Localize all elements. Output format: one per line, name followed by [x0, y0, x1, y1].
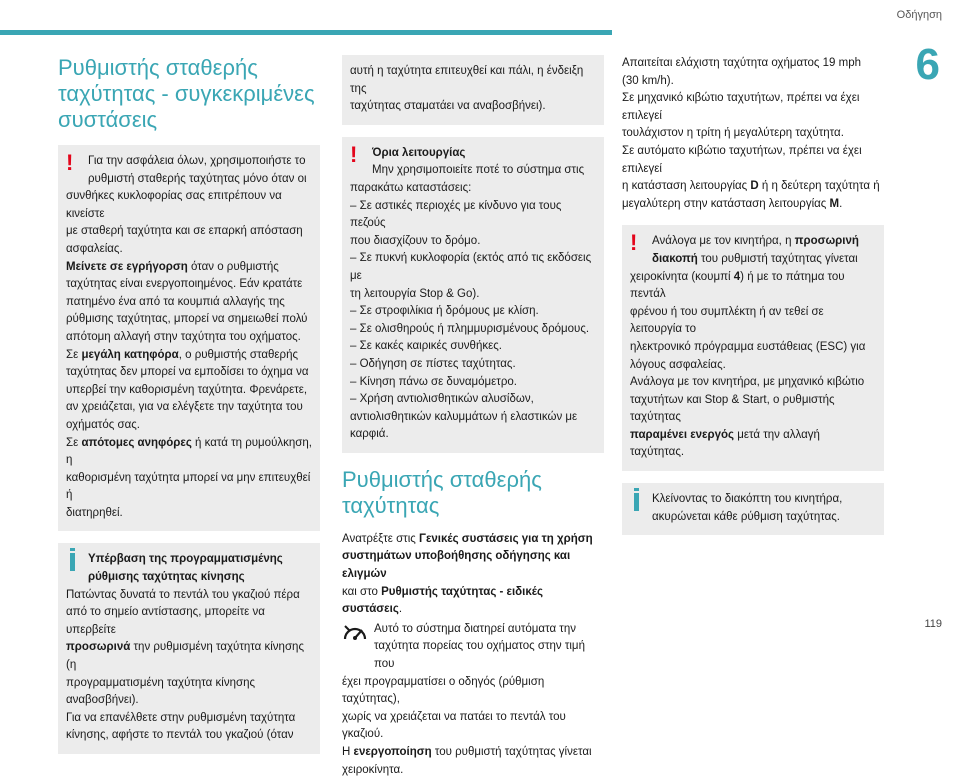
text-line: ασφαλείας. [66, 242, 123, 255]
text-line: κίνησης, αφήστε το πεντάλ του γκαζιού (όταν [66, 729, 294, 742]
list-item: αντιολισθητικών καλυμμάτων ή ελαστικών με [350, 410, 578, 423]
text-line: με σταθερή ταχύτητα και σε επαρκή απόσταση [66, 225, 303, 238]
text-line: διατηρηθεί. [66, 506, 123, 519]
text-line: τουλάχιστον η τρίτη ή μεγαλύτερη ταχύτητα. [622, 127, 844, 140]
column-2 [342, 55, 604, 779]
text-line: ηλεκτρονικό πρόγραμμα ευστάθειας (ESC) για [630, 340, 866, 353]
text-line: παρακάτω καταστάσεις: [350, 181, 472, 194]
limits-heading: Όρια λειτουργίας [372, 146, 466, 159]
text-line: ακυρώνεται κάθε ρύθμιση ταχύτητας. [652, 510, 840, 523]
text-line: Ανάλογα με τον κινητήρα, με μηχανικό κιβώτιο [630, 376, 865, 389]
text-line: χωρίς να χρειάζεται να πατάει το πεντάλ του γκαζιού. [342, 710, 566, 741]
running-header: Οδήγηση [896, 9, 942, 21]
list-item: – Σε στροφιλίκια ή δρόμους με κλίση. [350, 305, 539, 318]
text-line: Σε αυτόματο κιβώτιο ταχυτήτων, πρέπει να έχει επιλεγεί [622, 144, 862, 175]
list-item: – Κίνηση πάνω σε δυναμόμετρο. [350, 375, 517, 388]
text-line: Αυτό το σύστημα διατηρεί αυτόματα την [374, 622, 576, 635]
warning-box-operating-limits [342, 137, 604, 453]
cruise-control-gauge-icon [342, 623, 368, 674]
text-line: Ανατρέξτε στις Γενικές συστάσεις για τη χρήση [342, 532, 593, 545]
text-line: οχήματός σας. [66, 418, 140, 431]
header-accent-bar [0, 30, 612, 35]
text-line: προσωρινά την ρυθμισμένη ταχύτητα κίνησης (η [66, 641, 304, 672]
text-line: προγραμματισμένη ταχύτητα κίνησης αναβοσβήνει). [66, 676, 256, 707]
warning-icon: ! [66, 150, 74, 175]
text-line: (30 km/h). [622, 74, 674, 87]
warning-box-safety [58, 145, 320, 531]
chapter-number: 6 [915, 40, 940, 89]
text-line: Σε μεγάλη κατηφόρα, ο ρυθμιστής σταθερής [66, 348, 299, 361]
text-line: Για να επανέλθετε στην ρυθμισμένη ταχύτητα [66, 711, 296, 724]
text-line: Μείνετε σε εγρήγορση όταν ο ρυθμιστής [66, 260, 279, 273]
list-item: που διασχίζουν το δρόμο. [350, 234, 481, 247]
column-3 [622, 55, 884, 547]
warning-box-interruption [622, 225, 884, 471]
warning-icon: ! [350, 141, 358, 167]
list-item: τη λειτουργία Stop & Go). [350, 287, 480, 300]
list-item: – Σε αστικές περιοχές με κίνδυνο για τους πεζούς [350, 199, 562, 230]
text-line: ταχυτήτων και Stop & Start, ο ρυθμιστής ταχύτητας [630, 393, 835, 424]
list-item: – Χρήση αντιολισθητικών αλυσίδων, [350, 393, 534, 406]
text-line: συστημάτων υποβοήθησης οδήγησης και ελιγμών [342, 550, 571, 581]
text-line: πατημένο ένα από τα κουμπιά αλλαγής της [66, 295, 285, 308]
text-line: καθορισμένη ταχύτητα μπορεί να μην επιτευχθεί ή [66, 471, 311, 502]
text-line: και στο Ρυθμιστής ταχύτητας - ειδικές συστάσεις. [342, 585, 543, 616]
column-1 [58, 55, 320, 766]
text-line: απότομη αλλαγή στην ταχύτητα του οχήματος. [66, 330, 301, 343]
text-line: έχει προγραμματίσει ο οδηγός (ρύθμιση ταχύτητας), [342, 675, 545, 706]
warning-icon: ! [630, 230, 638, 256]
text-line: αυτή η ταχύτητα επιτευχθεί και πάλι, η ένδειξη της [350, 65, 584, 95]
text-line: Μην χρησιμοποιείτε ποτέ το σύστημα στις [372, 164, 585, 177]
text-line: ταχύτητας είναι ενεργοποιημένος. Εάν κρατάτε [66, 278, 303, 291]
text-line: Πατώντας δυνατά το πεντάλ του γκαζιού πέρα [66, 588, 300, 601]
info-box-ignition [622, 483, 884, 535]
text-line: διακοπή του ρυθμιστή ταχύτητας γίνεται [652, 252, 858, 265]
text-line: Η ενεργοποίηση του ρυθμιστή ταχύτητας γίνεται [342, 746, 592, 758]
text-line: λόγους ασφαλείας. [630, 358, 726, 371]
info-box-override [58, 543, 320, 754]
text-line: από το σημείο αντίστασης, μπορείτε να υπερβείτε [66, 606, 265, 636]
text-line: φρένου ή του συμπλέκτη ή αν τεθεί σε λειτουργία το [630, 305, 824, 336]
info-heading: Υπέρβαση της προγραμματισμένης [88, 553, 283, 566]
text-line: ταχύτητα πορείας του οχήματος στην τιμή που [374, 640, 585, 671]
text-line: Απαιτείται ελάχιστη ταχύτητα οχήματος 19 mph [622, 57, 862, 69]
text-line: αν χρειάζεται, για να ελέγξετε την ταχύτητα του [66, 401, 303, 414]
text-line: η κατάσταση λειτουργίας D ή η δεύτερη ταχύτητα ή [622, 180, 880, 193]
info-icon [634, 493, 639, 511]
text-line: Σε μηχανικό κιβώτιο ταχυτήτων, πρέπει να έχει επιλεγεί [622, 92, 860, 122]
text-line: ταχύτητας σταματάει να αναβοσβήνει). [350, 100, 546, 113]
text-line: ρυθμιστή σταθερής ταχύτητας μόνο όταν οι [88, 172, 307, 185]
page-number: 119 [924, 618, 942, 630]
text-line: ταχύτητας δεν μπορεί να εμποδίσει το όχημα να [66, 366, 309, 379]
list-item: – Οδήγηση σε πίστες ταχύτητας. [350, 357, 516, 370]
list-item: καρφιά. [350, 428, 389, 441]
text-line: Για την ασφάλεια όλων, χρησιμοποιήστε το [88, 155, 306, 167]
text-line: Ανάλογα με τον κινητήρα, η προσωρινή [652, 235, 859, 248]
text-line: μεγαλύτερη στην κατάσταση λειτουργίας M. [622, 197, 843, 210]
list-item: – Σε πυκνή κυκλοφορία (εκτός από τις εκδόσεις με [350, 252, 592, 282]
info-icon [70, 553, 75, 571]
list-item: – Σε ολισθηρούς ή πλημμυρισμένους δρόμους. [350, 322, 590, 335]
section-title-cruise-control: Ρυθμιστής σταθερής ταχύτητας [342, 466, 542, 518]
section-title-specific-recommendations: Ρυθμιστής σταθερής ταχύτητας - συγκεκριμένες συστάσεις [58, 55, 315, 132]
text-line: συνθήκες κυκλοφορίας σας επιτρέπουν να κινείστε [66, 190, 282, 220]
text-line: χειροκίνητα (κουμπί 4) ή με το πάτημα του πεντάλ [630, 270, 845, 301]
text-line: υπερβεί την καθορισμένη ταχύτητα. Φρενάρετε, [66, 383, 308, 396]
info-box-continuation [342, 55, 604, 125]
info-heading: ρύθμισης ταχύτητας κίνησης [88, 571, 245, 584]
text-line: χειροκίνητα. [342, 763, 404, 776]
text-line: Κλείνοντας το διακόπτη του κινητήρα, [652, 493, 843, 506]
text-line: Σε απότομες ανηφόρες ή κατά τη ρυμούλκηση, η [66, 436, 312, 467]
text-line: παραμένει ενεργός μετά την αλλαγή ταχύτητας. [630, 428, 820, 459]
list-item: – Σε κακές καιρικές συνθήκες. [350, 340, 502, 353]
text-line: ρύθμισης ταχύτητας, μπορεί να σημειωθεί πολύ [66, 313, 308, 326]
